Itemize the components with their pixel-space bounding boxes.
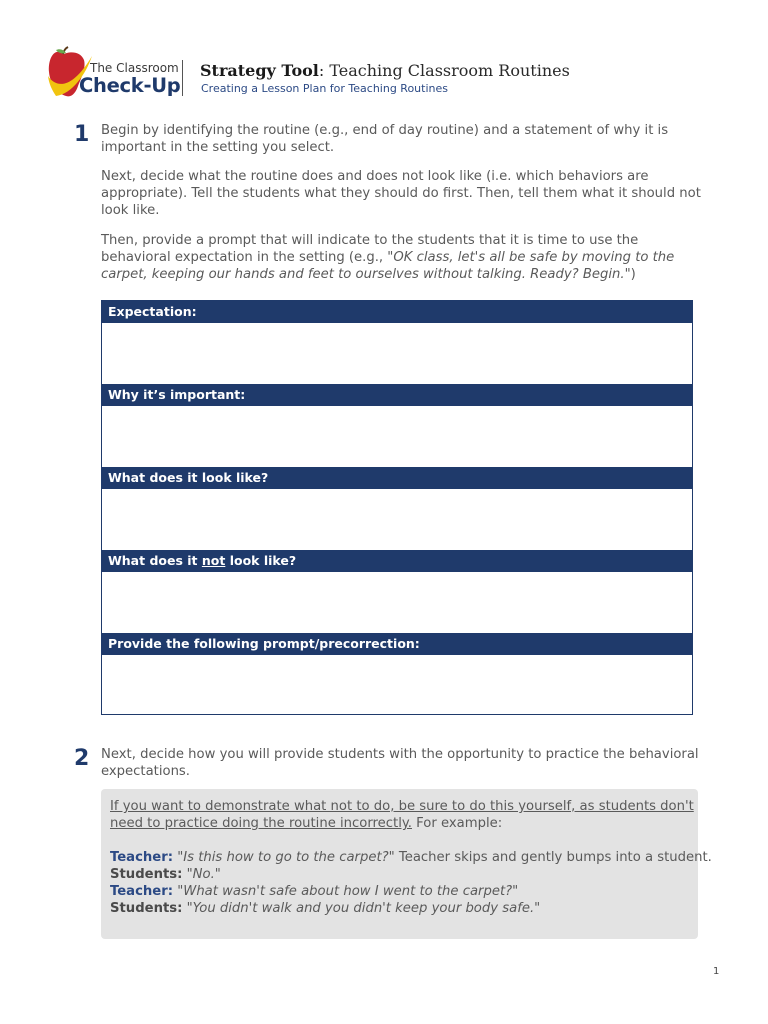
why-important-field[interactable] bbox=[102, 406, 692, 467]
not-look-like-header bbox=[102, 550, 692, 572]
dialogue-students-1 bbox=[110, 866, 221, 883]
logo-small-text: The Classroom bbox=[90, 61, 179, 75]
expectation-field[interactable] bbox=[102, 323, 692, 384]
title-colon: : bbox=[318, 61, 325, 80]
why-important-header: Why it’s important: bbox=[102, 384, 692, 406]
quote-close: " bbox=[534, 901, 541, 916]
title-rest: Teaching Classroom Routines bbox=[324, 61, 570, 80]
not-header-emphasis: not bbox=[201, 553, 226, 568]
classroom-checkup-logo bbox=[46, 44, 181, 102]
teacher-action-1: " Teacher skips and gently bumps into a student. bbox=[388, 850, 712, 865]
example-box bbox=[101, 789, 712, 939]
quote-open: " bbox=[173, 884, 184, 899]
page-number: 1 bbox=[713, 966, 720, 977]
dialogue-teacher-2 bbox=[110, 883, 518, 900]
page-subtitle: Creating a Lesson Plan for Teaching Routines bbox=[201, 82, 448, 95]
quote-open: " bbox=[173, 850, 184, 865]
example-line-2 bbox=[110, 815, 502, 832]
quote-close: " bbox=[512, 884, 519, 899]
not-header-a: What does it bbox=[108, 553, 202, 568]
dialogue-students-2 bbox=[110, 900, 540, 917]
header-divider bbox=[182, 60, 183, 96]
dialogue-teacher-1 bbox=[110, 849, 712, 866]
teacher-label: Teacher: bbox=[110, 884, 174, 899]
step-number-1: 1 bbox=[74, 122, 90, 147]
example-underlined-line-2: need to practice doing the routine incorrectly. bbox=[110, 816, 412, 831]
title-bold: Strategy Tool bbox=[200, 61, 319, 80]
step1-paragraph-3 bbox=[101, 232, 701, 283]
para3-example-prompt: OK class, let's all be safe by moving to the carpet, keeping our hands and feet to ourselves without talking. Ready? Begin. bbox=[101, 250, 675, 282]
quote-open: " bbox=[182, 867, 193, 882]
not-look-like-field[interactable] bbox=[102, 572, 692, 633]
expectation-header: Expectation: bbox=[102, 301, 692, 323]
logo-big-text: Check-Up bbox=[79, 74, 181, 97]
quote-open: " bbox=[182, 901, 193, 916]
step-number-2: 2 bbox=[74, 746, 90, 771]
step1-paragraph-2: Next, decide what the routine does and does not look like (i.e. which behaviors are appropriate). Tell the students what they should do first. Then, tell them what it should not look like. bbox=[101, 169, 701, 218]
students-answer-1: No. bbox=[192, 867, 215, 882]
teacher-question-1: Is this how to go to the carpet? bbox=[183, 850, 389, 865]
not-header-b: look like? bbox=[225, 553, 297, 568]
step1-paragraph-1: Begin by identifying the routine (e.g., end of day routine) and a statement of why it is important in the setting you select. bbox=[101, 123, 669, 155]
example-for-example: For example: bbox=[411, 816, 503, 831]
quote-close: " bbox=[214, 867, 221, 882]
example-underlined-line-1: If you want to demonstrate what not to do, be sure to do this yourself, as students don't bbox=[110, 799, 694, 814]
prompt-header: Provide the following prompt/precorrection: bbox=[102, 633, 692, 655]
students-answer-2: You didn't walk and you didn't keep your body safe. bbox=[192, 901, 535, 916]
looks-like-field[interactable] bbox=[102, 489, 692, 550]
teacher-label: Teacher: bbox=[110, 850, 174, 865]
teacher-question-2: What wasn't safe about how I went to the carpet? bbox=[183, 884, 513, 899]
looks-like-header: What does it look like? bbox=[102, 467, 692, 489]
para3-end: ") bbox=[624, 267, 636, 282]
students-label: Students: bbox=[110, 867, 183, 882]
step2-paragraph: Next, decide how you will provide students with the opportunity to practice the behavioral expectations. bbox=[101, 747, 699, 779]
para3-start: Then, provide a prompt that will indicate to the students that it is time to use the behavioral expectation in the setting (e.g., " bbox=[101, 233, 639, 265]
students-label: Students: bbox=[110, 901, 183, 916]
lesson-plan-form bbox=[101, 300, 693, 715]
prompt-field[interactable] bbox=[102, 655, 692, 714]
page-title bbox=[200, 61, 570, 80]
